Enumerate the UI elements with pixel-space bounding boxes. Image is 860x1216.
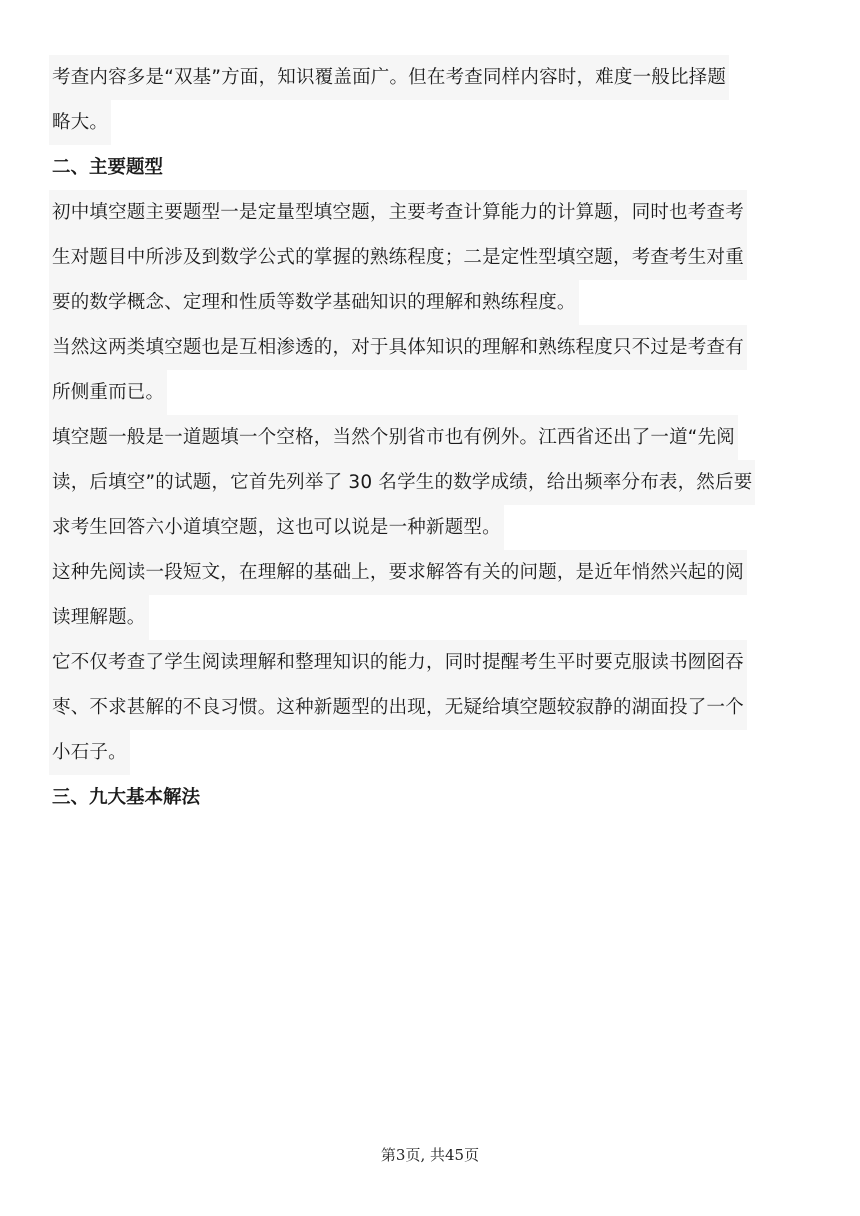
- text-line: 读理解题。: [49, 595, 149, 640]
- text-line: 填空题一般是一道题填一个空格，当然个别省市也有例外。江西省还出了一道“先阅: [49, 415, 738, 460]
- paragraph-intro: [52, 55, 812, 145]
- text-line: 读，后填空”的试题，它首先列举了 30 名学生的数学成绩，给出频率分布表，然后要: [49, 460, 755, 505]
- text-line: 小石子。: [49, 730, 130, 775]
- paragraph-reading: [52, 550, 812, 640]
- text-line: 考查内容多是“双基”方面，知识覆盖面广。但在考查同样内容时，难度一般比择题: [49, 55, 729, 100]
- paragraph-types: [52, 190, 812, 325]
- section-heading-nine-methods: 三、九大基本解法: [52, 787, 201, 808]
- text-line: 生对题目中所涉及到数学公式的掌握的熟练程度；二是定性型填空题，考查考生对重: [49, 235, 747, 280]
- page-number-footer: 第3页, 共45页: [380, 1146, 480, 1164]
- paragraph-jiangxi: [52, 415, 812, 550]
- text-line: 初中填空题主要题型一是定量型填空题，主要考查计算能力的计算题，同时也考查考: [49, 190, 747, 235]
- text-line: 它不仅考查了学生阅读理解和整理知识的能力，同时提醒考生平时要克服读书囫囵吞: [49, 640, 747, 685]
- document-body: [52, 55, 812, 820]
- text-line: 枣、不求甚解的不良习惯。这种新题型的出现，无疑给填空题较寂静的湖面投了一个: [49, 685, 747, 730]
- paragraph-interpenetrate: [52, 325, 812, 415]
- section-heading-main-types: 二、主要题型: [52, 157, 164, 178]
- paragraph-ability: [52, 640, 812, 775]
- text-line: 要的数学概念、定理和性质等数学基础知识的理解和熟练程度。: [49, 280, 579, 325]
- text-line: 这种先阅读一段短文，在理解的基础上，要求解答有关的问题，是近年悄然兴起的阅: [49, 550, 747, 595]
- text-line: 所侧重而已。: [49, 370, 167, 415]
- text-line: 当然这两类填空题也是互相渗透的，对于具体知识的理解和熟练程度只不过是考查有: [49, 325, 747, 370]
- text-line: 略大。: [49, 100, 111, 145]
- text-line: 求考生回答六小道填空题，这也可以说是一种新题型。: [49, 505, 504, 550]
